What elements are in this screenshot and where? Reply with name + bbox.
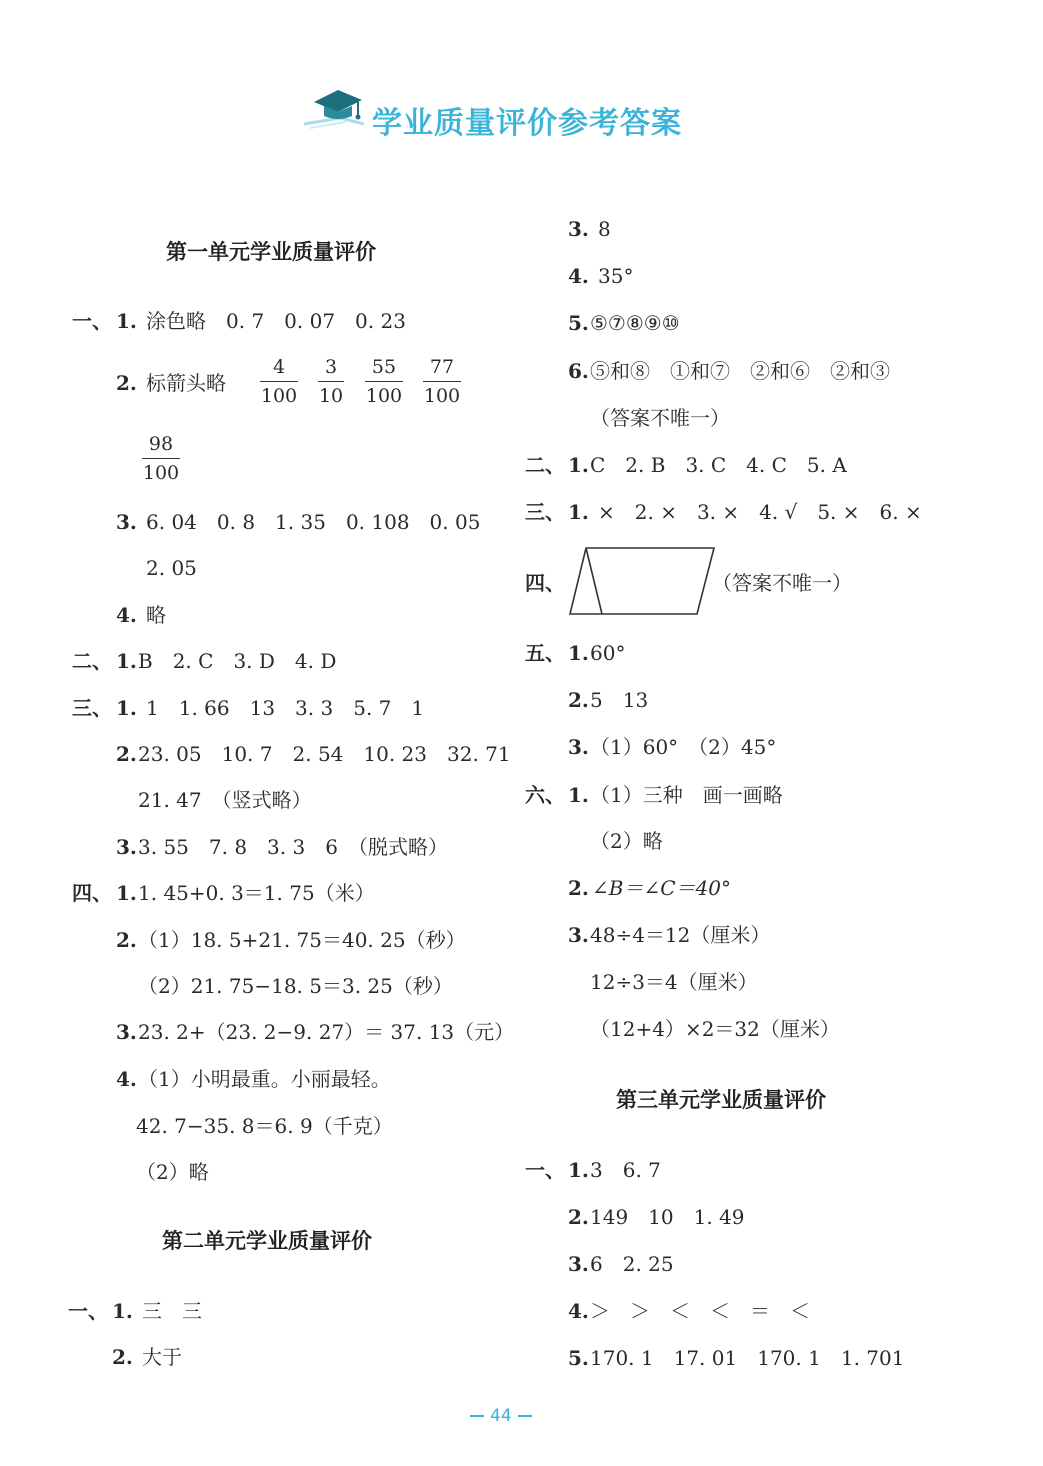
u2-s6-q3-answer: 48÷4＝12（厘米） xyxy=(590,923,771,947)
u3-q4-answer: ＞ ＞ ＜ ＜ ＝ ＜ xyxy=(590,1299,810,1323)
u1-section-label: 二、 xyxy=(72,649,112,673)
u1-q4-number: 4. xyxy=(116,603,137,627)
u1-s3-q1-answer: 1 1. 66 13 3. 3 5. 7 1 xyxy=(146,696,425,720)
u1-q3-answer-cont: 2. 05 xyxy=(146,556,197,580)
u2-q1-number: 1. xyxy=(112,1299,133,1323)
u3-q5-number: 5. xyxy=(568,1346,589,1370)
u1-s4-q4-answer-cont: （2）略 xyxy=(136,1160,209,1184)
u1-s3-q3-number: 3. xyxy=(116,835,137,859)
u1-s3-q2-answer-cont: 21. 47 （竖式略） xyxy=(138,788,312,812)
u2-q1-answer: 三 三 xyxy=(142,1299,202,1323)
u1-s3-q1-number: 1. xyxy=(116,696,137,720)
u1-q2-fraction: $\frac{4}{100}$ xyxy=(260,356,298,407)
u1-s4-q2-answer: （1）18. 5+21. 75＝40. 25（秒） xyxy=(138,928,466,952)
u2-s3-q1-number: 1. xyxy=(568,500,589,524)
u1-s4-q2-answer-cont: （2）21. 75−18. 5＝3. 25（秒） xyxy=(138,974,453,998)
u2-q5-number: 5. xyxy=(568,311,589,335)
u1-s4-q1-answer: 1. 45+0. 3＝1. 75（米） xyxy=(138,881,375,905)
u2-s6-q3-number: 3. xyxy=(568,923,589,947)
u1-q1-number: 1. xyxy=(116,309,137,333)
u2-s6-q3-answer-cont: （12+4）×2＝32（厘米） xyxy=(590,1017,840,1041)
u2-s5-q2-answer: 5 13 xyxy=(590,688,649,712)
u2-s6-q1-number: 1. xyxy=(568,783,589,807)
u2-s5-q1-number: 1. xyxy=(568,641,589,665)
u2-s6-q1-answer-cont: （2）略 xyxy=(590,829,663,853)
u1-q2-answer: 标箭头略 xyxy=(146,371,226,395)
parallelogram-figure xyxy=(566,545,718,617)
u2-q6-answer-cont: （答案不唯一） xyxy=(590,406,730,430)
page-title: 学业质量评价参考答案 xyxy=(372,106,682,141)
page-number: 44 xyxy=(470,1406,532,1426)
u2-s5-q1-answer: 60° xyxy=(590,641,626,665)
u3-q5-answer: 170. 1 17. 01 170. 1 1. 701 xyxy=(590,1346,905,1370)
u3-q1-number: 1. xyxy=(568,1158,589,1182)
u2-section-label: 二、 xyxy=(525,453,565,477)
u3-q2-number: 2. xyxy=(568,1205,589,1229)
u1-s2-q1-number: 1. xyxy=(116,649,137,673)
u2-q3-answer: 8 xyxy=(598,217,611,241)
u2-q3-number: 3. xyxy=(568,217,589,241)
unit1-title: 第一单元学业质量评价 xyxy=(166,240,376,264)
u2-q4-number: 4. xyxy=(568,264,589,288)
u1-s4-q4-answer-cont: 42. 7−35. 8＝6. 9（千克） xyxy=(136,1114,393,1138)
u2-q2-answer: 大于 xyxy=(142,1345,182,1369)
u2-s6-q1-answer: （1）三种 画一画略 xyxy=(590,783,783,807)
u1-s3-q2-answer: 23. 05 10. 7 2. 54 10. 23 32. 71 xyxy=(138,742,511,766)
u1-section-label: 四、 xyxy=(72,881,112,905)
u1-q2-fraction: $\frac{3}{10}$ xyxy=(318,356,344,407)
unit3-title: 第三单元学业质量评价 xyxy=(616,1088,826,1112)
u2-q5-answer: ⑤⑦⑧⑨⑩ xyxy=(590,311,680,335)
u3-q2-answer: 149 10 1. 49 xyxy=(590,1205,745,1229)
u1-q3-number: 3. xyxy=(116,510,137,534)
u2-s5-q3-number: 3. xyxy=(568,735,589,759)
u2-s4-note: （答案不唯一） xyxy=(712,571,852,595)
u2-s5-q2-number: 2. xyxy=(568,688,589,712)
u1-s4-q3-number: 3. xyxy=(116,1020,137,1044)
u1-s4-q4-number: 4. xyxy=(116,1067,137,1091)
u1-s4-q2-number: 2. xyxy=(116,928,137,952)
u1-q2-fraction: $\frac{98}{100}$ xyxy=(142,433,180,484)
unit2-title: 第二单元学业质量评价 xyxy=(162,1229,372,1253)
u1-q2-number: 2. xyxy=(116,371,137,395)
u1-s4-q3-answer: 23. 2+（23. 2−9. 27）＝ 37. 13（元） xyxy=(138,1020,515,1044)
u2-s6-q2-answer: ∠B＝∠C＝40° xyxy=(592,876,731,900)
u3-q4-number: 4. xyxy=(568,1299,589,1323)
u3-section-label: 一、 xyxy=(525,1158,565,1182)
u2-section-label: 五、 xyxy=(525,641,565,665)
u1-s4-q1-number: 1. xyxy=(116,881,137,905)
u2-section-label: 一、 xyxy=(68,1299,108,1323)
u2-s6-q3-answer-cont: 12÷3＝4（厘米） xyxy=(590,970,758,994)
u1-q2-fraction: $\frac{55}{100}$ xyxy=(365,356,403,407)
u2-s2-answers: C 2. B 3. C 4. C 5. A xyxy=(590,453,847,477)
u1-q2-fraction: $\frac{77}{100}$ xyxy=(423,356,461,407)
u2-q2-number: 2. xyxy=(112,1345,133,1369)
u2-section-label: 六、 xyxy=(525,783,565,807)
u1-s3-q2-number: 2. xyxy=(116,742,137,766)
u1-section-label: 一、 xyxy=(72,309,112,333)
u1-q4-answer: 略 xyxy=(146,603,166,627)
u2-q6-number: 6. xyxy=(568,359,589,383)
u1-q1-answer: 涂色略 0. 7 0. 07 0. 23 xyxy=(146,309,406,333)
u2-section-label: 三、 xyxy=(525,500,565,524)
u3-q1-answer: 3 6. 7 xyxy=(590,1158,661,1182)
u1-s3-q3-answer: 3. 55 7. 8 3. 3 6 （脱式略） xyxy=(138,835,448,859)
u3-q3-answer: 6 2. 25 xyxy=(590,1252,674,1276)
u2-q4-answer: 35° xyxy=(598,264,634,288)
u2-s2-q1-number: 1. xyxy=(568,453,589,477)
u2-q6-answer: ⑤和⑧ ①和⑦ ②和⑥ ②和③ xyxy=(590,359,890,383)
u2-s6-q2-number: 2. xyxy=(568,876,589,900)
u1-s4-q4-answer: （1）小明最重。小丽最轻。 xyxy=(138,1067,391,1091)
u1-section-label: 三、 xyxy=(72,696,112,720)
header-logo-icon xyxy=(300,84,368,134)
u1-q3-answer: 6. 04 0. 8 1. 35 0. 108 0. 05 xyxy=(146,510,481,534)
u1-s2-answers: B 2. C 3. D 4. D xyxy=(138,649,337,673)
u3-q3-number: 3. xyxy=(568,1252,589,1276)
u2-s3-answers: × 2. × 3. × 4. √ 5. × 6. × xyxy=(598,500,922,524)
u2-s5-q3-answer: （1）60° （2）45° xyxy=(590,735,777,759)
u2-section-label: 四、 xyxy=(525,571,565,595)
